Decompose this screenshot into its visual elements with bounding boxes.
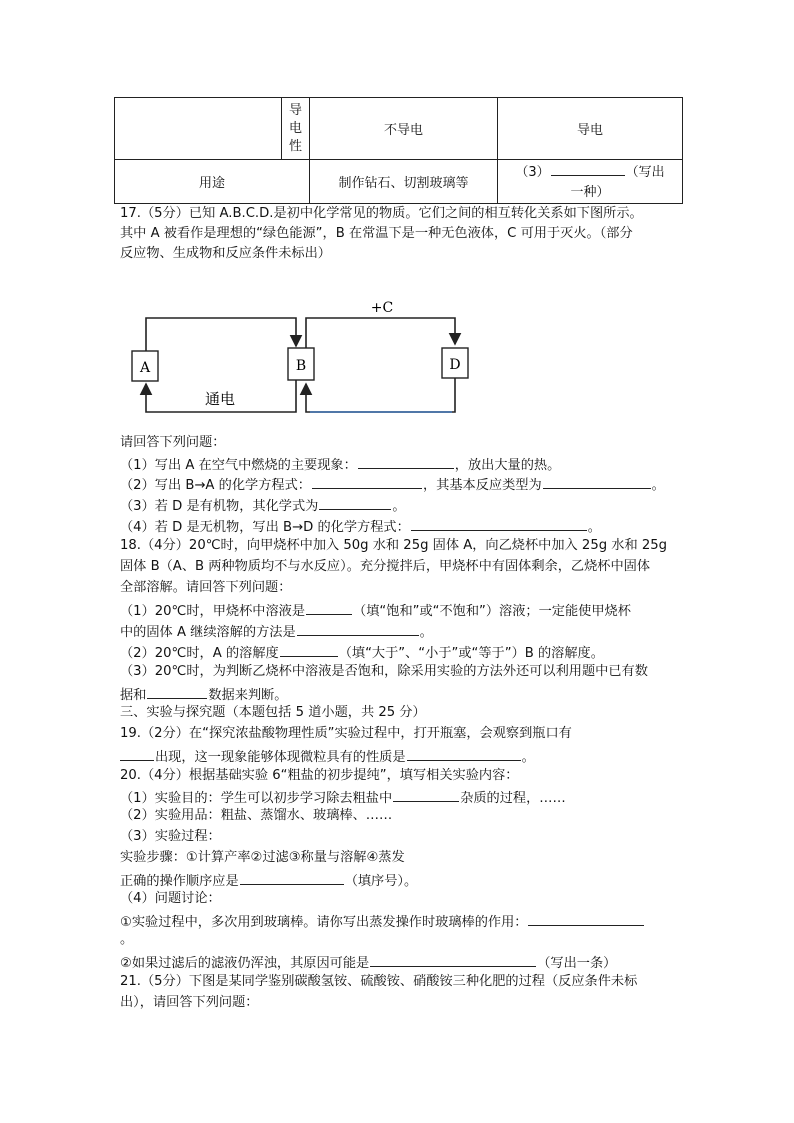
q19-line2-c: 。 [521,750,535,765]
q19-line2-b: 出现，这一现象能够体现微粒具有的性质是 [155,750,406,765]
table-empty-cell [115,98,282,160]
q17-sub2-a: （2）写出 B→A 的化学方程式： [120,478,311,493]
q18-sub1-d: 。 [419,625,433,640]
q18-sub2 [120,641,604,664]
usage-col-b-tail: （写出 [625,165,665,180]
answer-blank[interactable] [240,869,344,885]
q20-line1: 20.（4分）根据基础实验 6“粗盐的初步提纯”，填写相关实验内容： [120,768,519,783]
answer-blank[interactable] [120,745,154,761]
answer-blank[interactable] [358,453,454,469]
q20-discuss2-a: ②如果过滤后的滤液仍浑浊，其原因可能是 [120,956,370,971]
q18-sub3-c: 数据来判断。 [208,688,288,703]
q17-sub1-b: ，放出大量的热。 [454,458,561,473]
tongdian-label: 通电 [204,390,236,408]
conversion-diagram [120,296,480,426]
property-table [114,97,683,204]
box-a-label: A [139,360,151,376]
q17-sub3 [120,494,406,517]
q20-discuss2 [120,951,616,974]
q20-sub1-a: （1）实验目的：学生可以初步学习除去粗盐中 [120,791,393,806]
q19-line2 [120,745,535,768]
q20-discuss1 [120,910,645,933]
conductivity-label-text: 导电性 [288,102,302,154]
q18-line2: 固体 B（A、B 两种物质均不与水反应）。充分搅拌后，甲烧杯中有固体剩余，乙烧杯中固体 [120,559,651,574]
q17-line2: 其中 A 被看作是理想的“绿色能源”，B 在常温下是一种无色液体，C 可用于灭火。（部分 [120,226,633,241]
q17-sub1-a: （1）写出 A 在空气中燃烧的主要现象： [120,458,357,473]
box-d-label: D [449,357,461,373]
usage-col-a: 制作钻石、切割玻璃等 [310,160,498,204]
answer-blank[interactable] [407,745,521,761]
q18-sub1-c: 中的固体 A 继续溶解的方法是 [120,625,296,640]
conductivity-label [282,98,310,160]
q17-sub3-b: 。 [392,499,406,514]
q17-sub2-c: 。 [651,478,665,493]
answer-blank[interactable] [393,786,459,802]
answer-blank[interactable] [297,620,419,636]
arrow-a-to-b [146,318,296,351]
q20-order-a: 正确的操作顺序应是 [120,874,239,889]
conductivity-col-b: 导电 [498,98,683,160]
usage-label: 用途 [115,160,310,204]
answer-blank[interactable] [306,599,352,615]
q18-sub1-a: （1）20℃时，甲烧杯中溶液是 [120,604,306,619]
q18-sub3-b: 据和 [120,688,147,703]
box-b-label: B [295,358,307,374]
q19-line1: 19.（2分）在“探究浓盐酸物理性质”实验过程中，打开瓶塞，会观察到瓶口有 [120,726,572,741]
usage-col-b-num: （3） [515,165,550,180]
usage-col-b [498,160,683,204]
q18-line3: 全部溶解。请回答下列问题： [120,580,292,595]
q21-line2: 出），请回答下列问题： [120,995,259,1010]
table-row-usage [115,160,683,204]
plus-c-label: +C [370,300,394,316]
q20-sub1-b: 杂质的过程，…… [460,791,566,806]
q18-sub1 [120,599,631,622]
q18-line1: 18.（4分）20℃时，向甲烧杯中加入 50g 水和 25g 固体 A，向乙烧杯中加入 25g 水和 25g [120,538,667,553]
arrow-b-to-d [306,318,455,351]
q17-line1: 17.（5分）已知 A.B.C.D.是初中化学常见的物质。它们之间的相互转化关系如下图所示。 [120,206,643,221]
answer-blank[interactable] [147,683,207,699]
q17-sub3-a: （3）若 D 是有机物，其化学式为 [120,499,319,514]
answer-blank[interactable] [411,515,587,531]
answer-blank[interactable] [280,641,338,657]
answer-blank[interactable] [312,473,422,489]
q17-sub4 [120,515,601,538]
answer-blank[interactable] [370,951,536,967]
q20-sub3: （3）实验过程： [120,829,221,844]
q20-sub2: （2）实验用品：粗盐、蒸馏水、玻璃棒、…… [120,808,393,823]
table-row-conductivity [115,98,683,160]
usage-col-b-tail2: 一种） [570,185,610,200]
q17-line3: 反应物、生成物和反应条件未标出） [120,246,331,261]
q20-discuss2-b: （写出一条） [537,956,617,971]
conductivity-col-a: 不导电 [310,98,498,160]
answer-blank[interactable] [319,494,391,510]
q18-sub2-a: （2）20℃时，A 的溶解度 [120,646,279,661]
answer-blank[interactable] [551,160,625,176]
q20-discuss1-a: ①实验过程中，多次用到玻璃棒。请你写出蒸发操作时玻璃棒的作用： [120,915,528,930]
arrow-d-to-b [306,378,455,412]
q17-sub4-a: （4）若 D 是无机物，写出 B→D 的化学方程式： [120,520,410,535]
answer-blank[interactable] [543,473,651,489]
q18-sub3: （3）20℃时，为判断乙烧杯中溶液是否饱和，除采用实验的方法外还可以利用题中已有数 [120,664,648,679]
q18-sub2-b: （填“大于”、“小于”或“等于”）B 的溶解度。 [338,646,604,661]
q20-sub4: （4）问题讨论： [120,891,221,906]
answer-blank[interactable] [528,910,644,926]
section-3-heading: 三、实验与探究题（本题包括 5 道小题，共 25 分） [120,705,426,720]
q20-steps: 实验步骤：①计算产率②过滤③称量与溶解④蒸发 [120,850,405,865]
q20-order-b: （填序号）。 [344,874,418,889]
q17-sub2 [120,473,665,496]
q17-sub4-b: 。 [587,520,601,535]
q20-discuss1-end: 。 [120,932,134,947]
q17-sub2-b: ，其基本反应类型为 [422,478,542,493]
q17-prompt: 请回答下列问题： [120,435,226,450]
q21-line1: 21.（5分）下图是某同学鉴别碳酸氢铵、硫酸铵、硝酸铵三种化肥的过程（反应条件未标 [120,974,638,989]
q18-sub1-cont [120,620,433,643]
q18-sub1-b: （填“饱和”或“不饱和”）溶液；一定能使甲烧杯 [353,604,631,619]
